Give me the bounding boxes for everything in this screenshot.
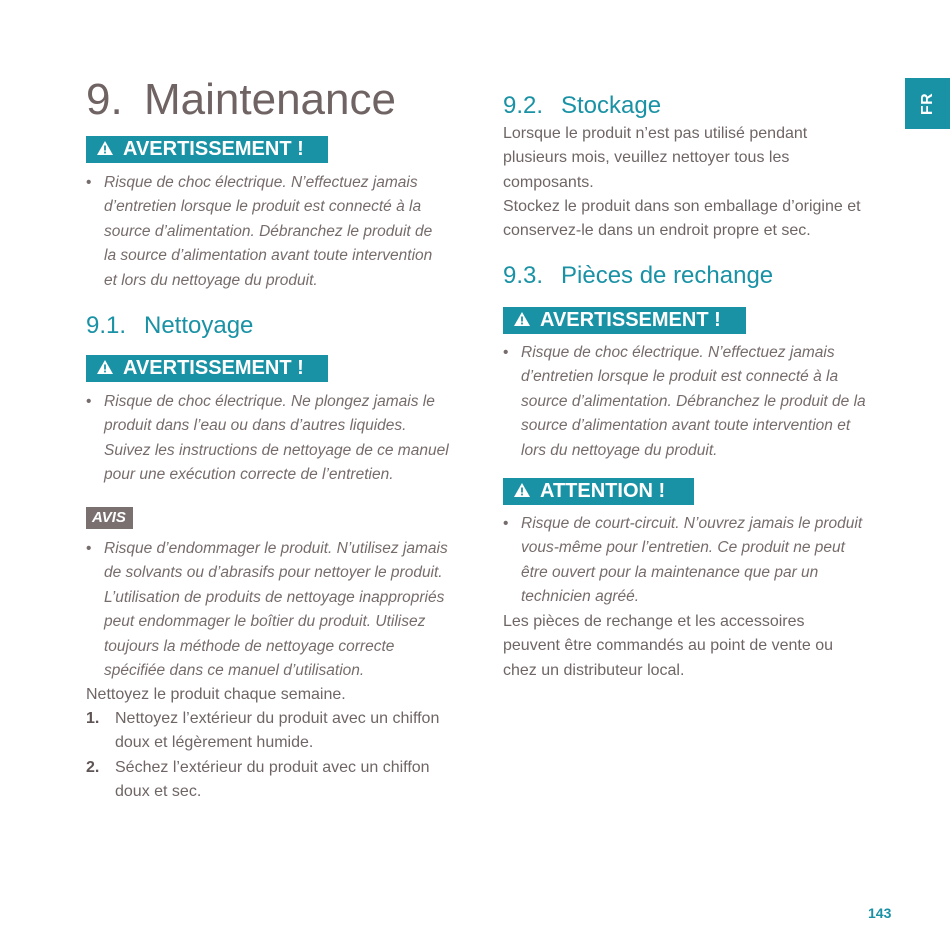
- language-tab-label: FR: [918, 92, 936, 115]
- list-item: • Risque d’endommager le produit. N’utilisez jamais de solvants ou d’abrasifs pour nettoyer le produit. L’utilisation de produits de nettoyage inappropriés peut endommager le boîtier du produit. Utilisez toujours la méthode de nettoyage correcte spécifiée dans ce manuel d’utilisation.: [86, 537, 458, 683]
- intro-warning-label: AVERTISSEMENT !: [123, 138, 304, 160]
- section-heading-rechange: [503, 261, 773, 291]
- step-number: 1.: [86, 710, 100, 727]
- section-number: 9.1.: [86, 312, 127, 339]
- section-heading-stockage: [503, 91, 661, 121]
- nettoyage-paragraph: Nettoyez le produit chaque semaine.: [86, 686, 346, 703]
- warning-triangle-icon: [96, 359, 114, 375]
- list-item: • Risque de court-circuit. N’ouvrez jamais le produit vous-même pour l’entretien. Ce produit ne peut être ouvert pour la maintenance que par un technicien agréé.: [503, 512, 875, 610]
- list-item: • Risque de choc électrique. Ne plongez jamais le produit dans l’eau ou dans d’autres liquides. Suivez les instructions de nettoyage de ce manuel pour une exécution correcte de l’entretien.: [86, 390, 450, 488]
- language-tab: [905, 78, 950, 129]
- nettoyage-steps: [86, 707, 446, 805]
- intro-warning-banner: [86, 136, 328, 163]
- step-text: Séchez l’extérieur du produit avec un chiffon doux et sec.: [115, 758, 430, 801]
- attention-banner: [503, 478, 694, 505]
- rechange-paragraph: Les pièces de rechange et les accessoires peuvent être commandés au point de vente ou chez un distributeur local.: [503, 613, 833, 679]
- rechange-warning-list: [503, 341, 867, 463]
- page-title-text: Maintenance: [144, 75, 396, 124]
- warning-triangle-icon: [513, 311, 531, 327]
- section-number: 9.2.: [503, 92, 544, 119]
- step-item: [86, 707, 446, 756]
- section-number: 9.3.: [503, 262, 544, 289]
- nettoyage-warning-banner: [86, 355, 328, 382]
- avis-label: AVIS: [92, 509, 126, 526]
- step-item: [86, 756, 446, 805]
- section-title: Stockage: [561, 92, 662, 119]
- section-title: Pièces de rechange: [561, 262, 774, 289]
- warning-triangle-icon: [513, 482, 531, 498]
- avis-badge: [86, 507, 133, 529]
- attention-list: [503, 512, 875, 610]
- attention-label: ATTENTION !: [540, 480, 666, 502]
- list-item: • Risque de choc électrique. N’effectuez jamais d’entretien lorsque le produit est connecté à la source d’alimentation. Débranchez le produit de la source d’alimentation avant toute intervention et lors du nettoyage du produit.: [503, 341, 867, 463]
- rechange-warning-label: AVERTISSEMENT !: [540, 309, 721, 331]
- avis-list: [86, 537, 458, 683]
- section-heading-nettoyage: [86, 311, 253, 341]
- intro-warning-list: [86, 171, 446, 293]
- stockage-paragraph-2: Stockez le produit dans son emballage d’origine et conservez-le dans un endroit propre et sec.: [503, 198, 861, 240]
- warning-triangle-icon: [96, 140, 114, 156]
- step-text: Nettoyez l’extérieur du produit avec un chiffon doux et légèrement humide.: [115, 710, 440, 752]
- nettoyage-warning-label: AVERTISSEMENT !: [123, 357, 304, 379]
- page-title: [86, 74, 396, 126]
- page-title-number: 9.: [86, 75, 123, 124]
- page-number: 143: [868, 905, 892, 921]
- section-title: Nettoyage: [144, 312, 254, 339]
- rechange-warning-banner: [503, 307, 746, 334]
- stockage-paragraph-1: Lorsque le produit n’est pas utilisé pendant plusieurs mois, veuillez nettoyer tous les composants.: [503, 125, 808, 191]
- nettoyage-warning-list: [86, 390, 450, 488]
- step-number: 2.: [86, 758, 100, 776]
- list-item: • Risque de choc électrique. N’effectuez jamais d’entretien lorsque le produit est connecté à la source d’alimentation. Débranchez le produit de la source d’alimentation avant toute intervention et lors du nettoyage du produit.: [86, 171, 446, 293]
